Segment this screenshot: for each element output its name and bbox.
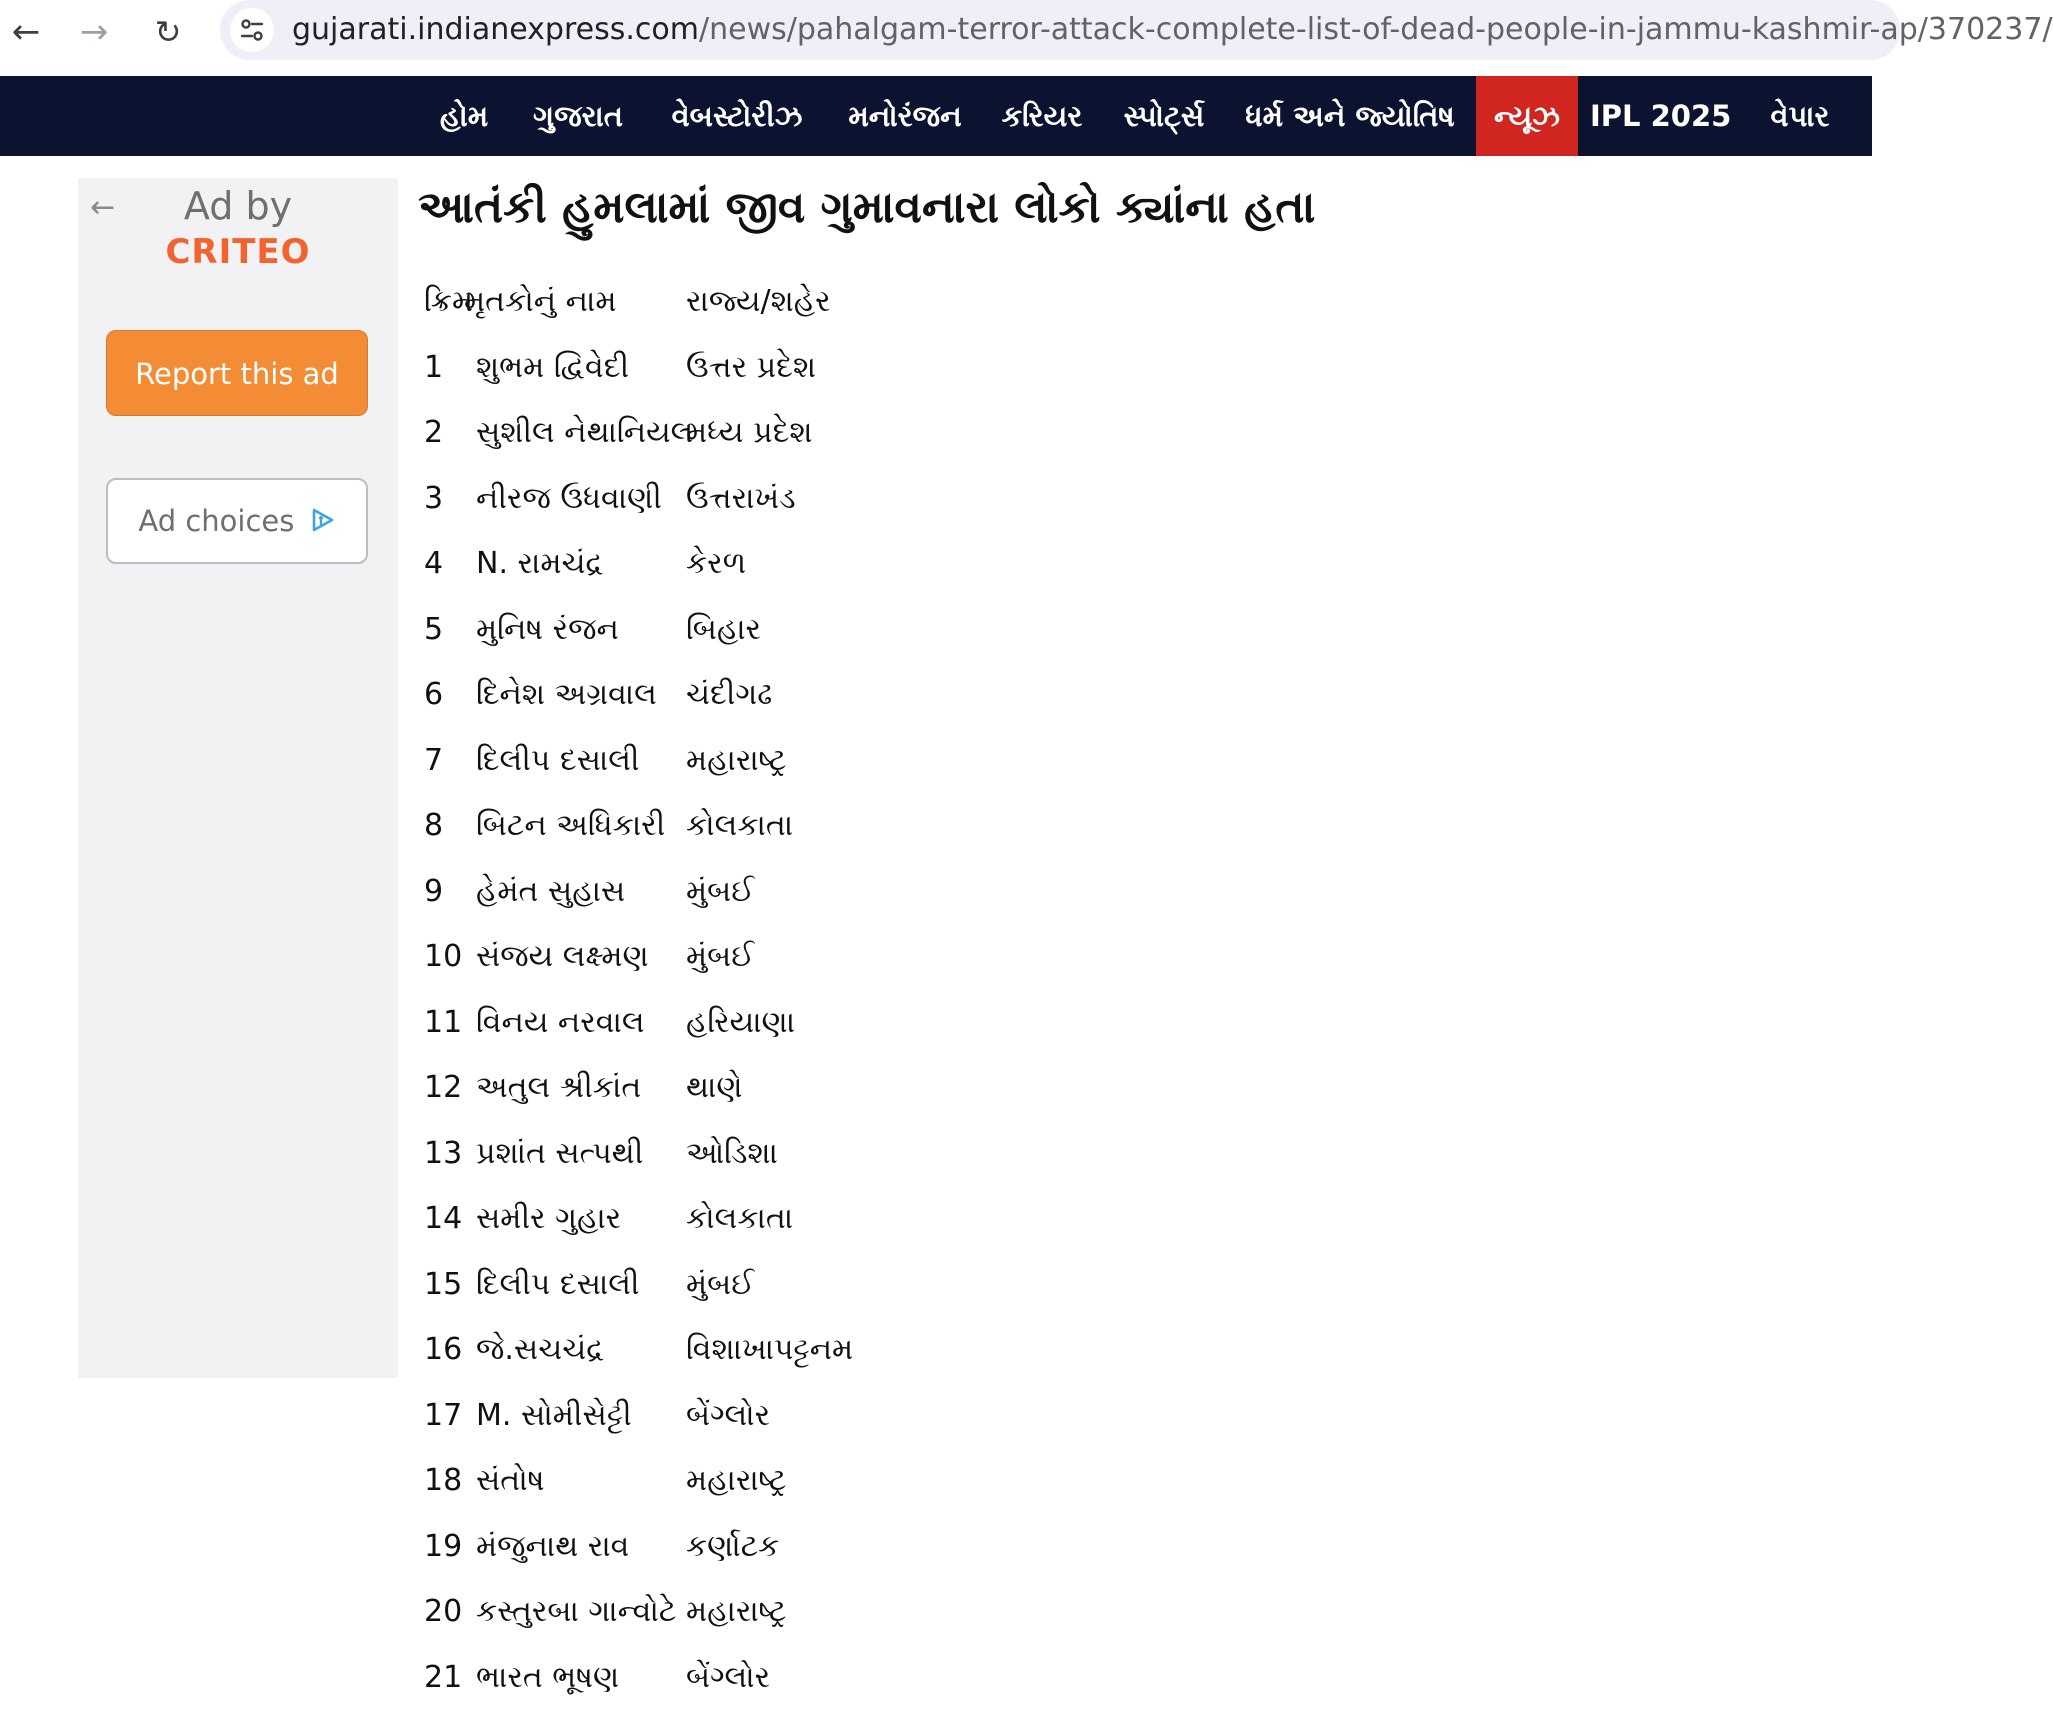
table-row (418, 415, 1418, 481)
row-place: કર્ણાટક (686, 1529, 779, 1564)
row-place: મહારાષ્ટ્ર (686, 1594, 786, 1629)
header-serial: ક્રિમ (424, 284, 473, 319)
row-serial: 9 (424, 874, 443, 909)
row-place: કેરળ (686, 546, 746, 581)
table-row (418, 1136, 1418, 1202)
table-row (418, 808, 1418, 874)
ad-choices-button[interactable] (106, 478, 368, 564)
url-text[interactable] (292, 8, 2053, 52)
url-domain: gujarati.indianexpress.com (292, 12, 699, 47)
row-name: હેમંત સુહાસ (476, 874, 625, 909)
row-serial: 14 (424, 1201, 462, 1236)
row-place: બેંગ્લોર (686, 1660, 770, 1695)
row-place: બેંગ્લોર (686, 1398, 770, 1433)
table-row (418, 1005, 1418, 1071)
header-name: મૃતકોનું નામ (464, 284, 617, 319)
table-header-row (418, 284, 1418, 350)
url-path: /news/pahalgam-terror-attack-complete-list-of-dead-people-in-jammu-kashmir-ap/370237/ (699, 12, 2053, 47)
table-row (418, 1594, 1418, 1660)
row-name: સંતોષ (476, 1463, 544, 1498)
row-name: મંજુનાથ રાવ (476, 1529, 629, 1564)
row-serial: 10 (424, 939, 462, 974)
row-name: દિલીપ દસાલી (476, 743, 640, 778)
row-serial: 18 (424, 1463, 462, 1498)
row-place: મધ્ય પ્રદેશ (686, 415, 813, 450)
row-place: ચંદીગઢ (686, 677, 772, 712)
row-name: સમીર ગુહાર (476, 1201, 621, 1236)
table-row (418, 1463, 1418, 1529)
row-name: શુભમ દ્વિવેદી (476, 350, 629, 385)
nav-item-sports[interactable]: સ્પોર્ટ્સ (1114, 76, 1214, 156)
row-place: ઉત્તરાખંડ (686, 481, 796, 516)
row-serial: 4 (424, 546, 443, 581)
table-row (418, 743, 1418, 809)
row-serial: 15 (424, 1267, 462, 1302)
row-serial: 12 (424, 1070, 462, 1105)
row-name: સુશીલ નેથાનિયલ (476, 415, 693, 450)
row-place: મહારાષ્ટ્ર (686, 1463, 786, 1498)
row-serial: 3 (424, 481, 443, 516)
table-body (418, 350, 1418, 1725)
table-row (418, 874, 1418, 940)
table-row (418, 612, 1418, 678)
ad-back-arrow-icon[interactable]: ← (90, 190, 115, 225)
forward-arrow-icon[interactable]: → (70, 8, 118, 56)
table-row (418, 1267, 1418, 1333)
row-serial: 5 (424, 612, 443, 647)
site-navigation (0, 76, 1872, 156)
row-serial: 1 (424, 350, 443, 385)
row-name: ભારત ભૂષણ (476, 1660, 619, 1695)
table-row (418, 350, 1418, 416)
row-place: થાણે (686, 1070, 743, 1105)
article-heading: આતંકી હુમલામાં જીવ ગુમાવનારા લોકો ક્યાંના હતા (418, 182, 1718, 233)
nav-item-career[interactable]: કરિયર (992, 76, 1092, 156)
table-row (418, 939, 1418, 1005)
row-serial: 21 (424, 1660, 462, 1695)
report-ad-button[interactable]: Report this ad (106, 330, 368, 416)
nav-item-home[interactable]: હોમ (426, 76, 502, 156)
victims-table (418, 284, 1418, 1725)
row-place: મુંબઈ (686, 1267, 754, 1302)
row-name: નીરજ ઉધવાણી (476, 481, 662, 516)
browser-toolbar (0, 0, 1872, 77)
ad-choices-icon (310, 482, 336, 564)
row-serial: 7 (424, 743, 443, 778)
row-name: કસ્તુરબા ગાન્વોટે (476, 1594, 676, 1629)
row-serial: 13 (424, 1136, 462, 1171)
row-place: મુંબઈ (686, 874, 754, 909)
row-serial: 19 (424, 1529, 462, 1564)
row-name: દિલીપ દસાલી (476, 1267, 640, 1302)
row-place: હરિયાણા (686, 1005, 795, 1040)
row-name: સંજય લક્ષ્મણ (476, 939, 649, 974)
row-place: ઓડિશા (686, 1136, 778, 1171)
row-place: બિહાર (686, 612, 761, 647)
row-place: મુંબઈ (686, 939, 754, 974)
row-serial: 11 (424, 1005, 462, 1040)
row-place: કોલકાતા (686, 808, 793, 843)
row-name: જે.સચચંદ્ર (476, 1332, 604, 1367)
nav-item-webstories[interactable]: વેબસ્ટોરીઝ (656, 76, 818, 156)
row-name: અતુલ શ્રીકાંત (476, 1070, 641, 1105)
nav-item-entertainment[interactable]: મનોરંજન (840, 76, 970, 156)
row-name: દિનેશ અગ્રવાલ (476, 677, 657, 712)
table-row (418, 1398, 1418, 1464)
site-info-icon[interactable] (230, 8, 274, 52)
row-serial: 6 (424, 677, 443, 712)
row-serial: 16 (424, 1332, 462, 1367)
nav-item-business[interactable]: વેપાર (1752, 76, 1848, 156)
row-place: ઉત્તર પ્રદેશ (686, 350, 816, 385)
criteo-logo: CRITEO (78, 232, 398, 272)
reload-icon[interactable]: ↻ (144, 8, 192, 56)
row-name: બિટન અધિકારી (476, 808, 665, 843)
ad-choices-label: Ad choices (138, 504, 294, 538)
row-place: વિશાખાપટ્ટનમ (686, 1332, 853, 1367)
row-name: પ્રશાંત સત્પથી (476, 1136, 643, 1171)
row-name: M. સોમીસેટ્ટી (476, 1398, 632, 1433)
table-row (418, 1070, 1418, 1136)
ad-panel (78, 178, 398, 1378)
header-state-city: રાજ્ય/શહેર (686, 284, 831, 319)
row-name: વિનય નરવાલ (476, 1005, 645, 1040)
row-name: N. રામચંદ્ર (476, 546, 603, 581)
table-row (418, 1201, 1418, 1267)
table-row (418, 1660, 1418, 1725)
table-row (418, 677, 1418, 743)
row-place: મહારાષ્ટ્ર (686, 743, 786, 778)
row-serial: 2 (424, 415, 443, 450)
nav-item-ipl-2025[interactable]: IPL 2025 (1590, 76, 1730, 156)
row-serial: 17 (424, 1398, 462, 1433)
ad-by-label: Ad by (78, 184, 398, 228)
nav-item-gujarat[interactable]: ગુજરાત (522, 76, 634, 156)
row-serial: 8 (424, 808, 443, 843)
row-name: મુનિષ રંજન (476, 612, 619, 647)
back-arrow-icon[interactable]: ← (2, 8, 50, 56)
table-row (418, 1529, 1418, 1595)
row-place: કોલકાતા (686, 1201, 793, 1236)
table-row (418, 1332, 1418, 1398)
table-row (418, 546, 1418, 612)
table-row (418, 481, 1418, 547)
nav-item-news[interactable]: ન્યૂઝ (1476, 76, 1578, 156)
nav-item-religion-astrology[interactable]: ધર્મ અને જ્યોતિષ (1236, 76, 1464, 156)
row-serial: 20 (424, 1594, 462, 1629)
